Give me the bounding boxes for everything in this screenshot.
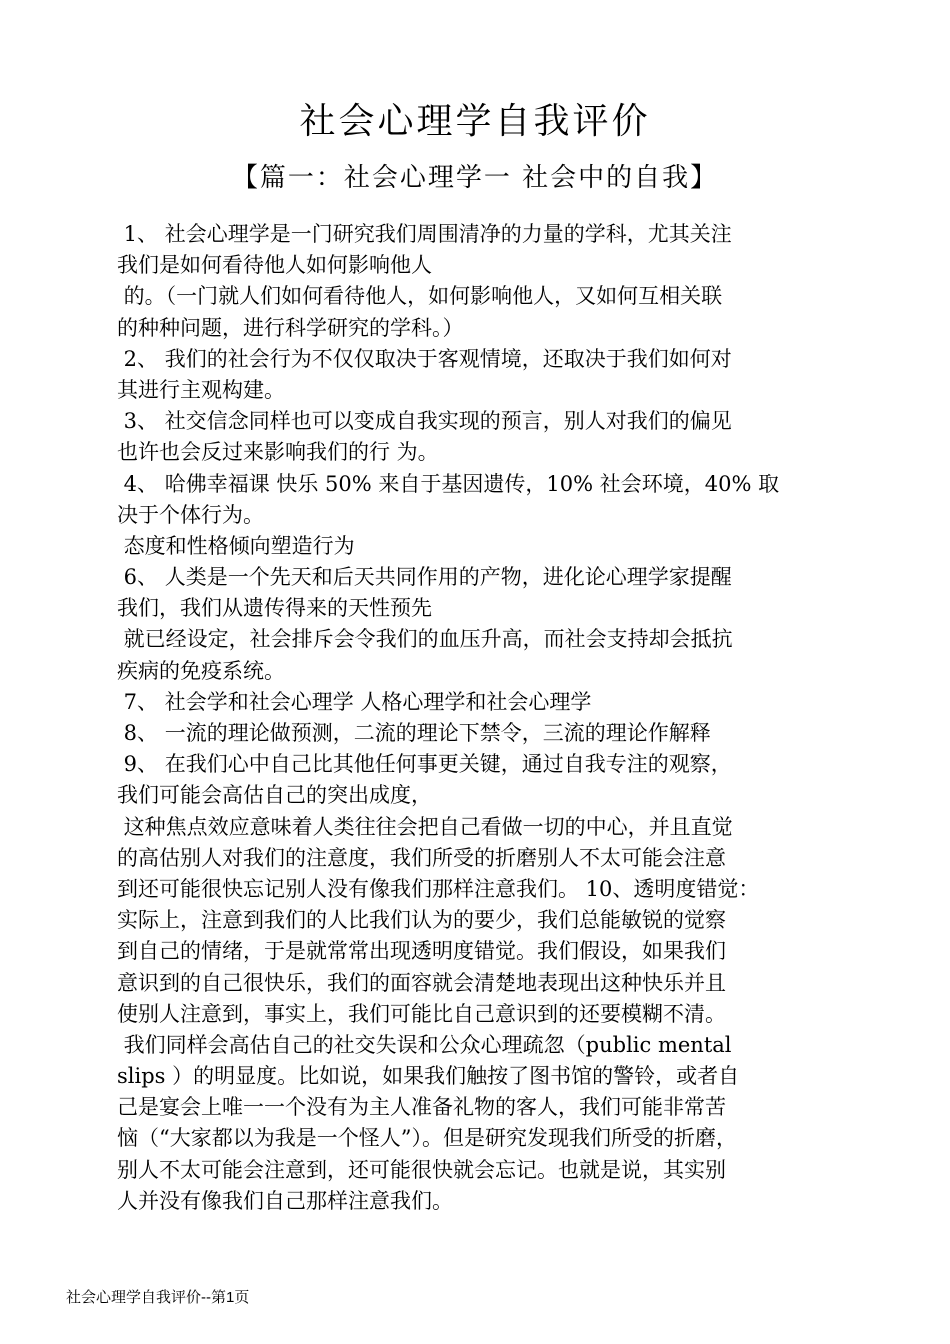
text-line: 到还可能很快忘记别人没有像我们那样注意我们。 10、透明度错觉： (117, 876, 760, 901)
text-line: 7、 社会学和社会心理学 人格心理学和社会心理学 (117, 689, 592, 714)
text-line: 这种焦点效应意味着人类往往会把自己看做一切的中心，并且直觉 (117, 814, 733, 839)
text-line: 就已经设定，社会排斥会令我们的血压升高，而社会支持却会抵抗 (117, 627, 733, 652)
text-line: 恼（“大家都以为我是一个怪人”）。但是研究发现我们所受的折磨， (117, 1126, 737, 1151)
text-line: 我们，我们从遗传得来的天性预先 (117, 596, 432, 621)
text-line: 使别人注意到，事实上，我们可能比自己意识到的还要模糊不清。 (117, 1001, 726, 1026)
text-line: 决于个体行为。 (117, 502, 264, 527)
text-line: 的种种问题，进行科学研究的学科。） (117, 315, 464, 340)
text-line: 我们是如何看待他人如何影响他人 (117, 253, 432, 278)
text-line: 别人不太可能会注意到，还可能很快就会忘记。也就是说，其实别 (117, 1157, 726, 1182)
text-line: 的。（一门就人们如何看待他人，如何影响他人，又如何互相关联 (117, 284, 723, 309)
text-line: 4、 哈佛幸福课 快乐 50% 来自于基因遗传，10% 社会环境，40% 取 (117, 471, 780, 496)
text-line: slips ）的明显度。比如说，如果我们触按了图书馆的警铃，或者自 (117, 1064, 740, 1089)
text-line: 2、 我们的社会行为不仅仅取决于客观情境，还取决于我们如何对 (117, 346, 732, 371)
text-line: 我们同样会高估自己的社交失误和公众心理疏忽（public mental (117, 1032, 732, 1057)
text-line: 其进行主观构建。 (117, 377, 285, 402)
text-line: 疾病的免疫系统。 (117, 658, 285, 683)
text-line: 1、 社会心理学是一门研究我们周围清净的力量的学科，尤其关注 (117, 222, 732, 246)
text-line: 己是宴会上唯一一个没有为主人准备礼物的客人，我们可能非常苦 (117, 1095, 726, 1120)
text-line: 人并没有像我们自己那样注意我们。 (117, 1188, 453, 1213)
section-heading: 【篇一：社会心理学一 社会中的自我】 (231, 163, 719, 193)
text-line: 也许也会反过来影响我们的行 为。 (117, 440, 439, 465)
document-body (117, 219, 917, 1217)
text-line: 3、 社交信念同样也可以变成自我实现的预言，别人对我们的偏见 (117, 409, 732, 434)
text-line: 实际上，注意到我们的人比我们认为的要少，我们总能敏锐的觉察 (117, 908, 726, 933)
document-title: 社会心理学自我评价 (299, 101, 651, 142)
text-line: 意识到的自己很快乐，我们的面容就会清楚地表现出这种快乐并且 (117, 970, 726, 995)
text-line: 到自己的情绪，于是就常常出现透明度错觉。我们假设，如果我们 (117, 939, 726, 964)
text-line: 9、 在我们心中自己比其他任何事更关键，通过自我专注的观察， (117, 752, 732, 777)
page-footer: 社会心理学自我评价--第1页 (66, 1289, 250, 1306)
text-line: 6、 人类是一个先天和后天共同作用的产物，进化论心理学家提醒 (117, 565, 732, 590)
text-line: 我们可能会高估自己的突出成度， (117, 783, 432, 808)
text-line: 的高估别人对我们的注意度，我们所受的折磨别人不太可能会注意 (117, 845, 726, 870)
text-line: 8、 一流的理论做预测，二流的理论下禁令，三流的理论作解释 (117, 721, 711, 745)
text-line: 态度和性格倾向塑造行为 (117, 533, 355, 558)
